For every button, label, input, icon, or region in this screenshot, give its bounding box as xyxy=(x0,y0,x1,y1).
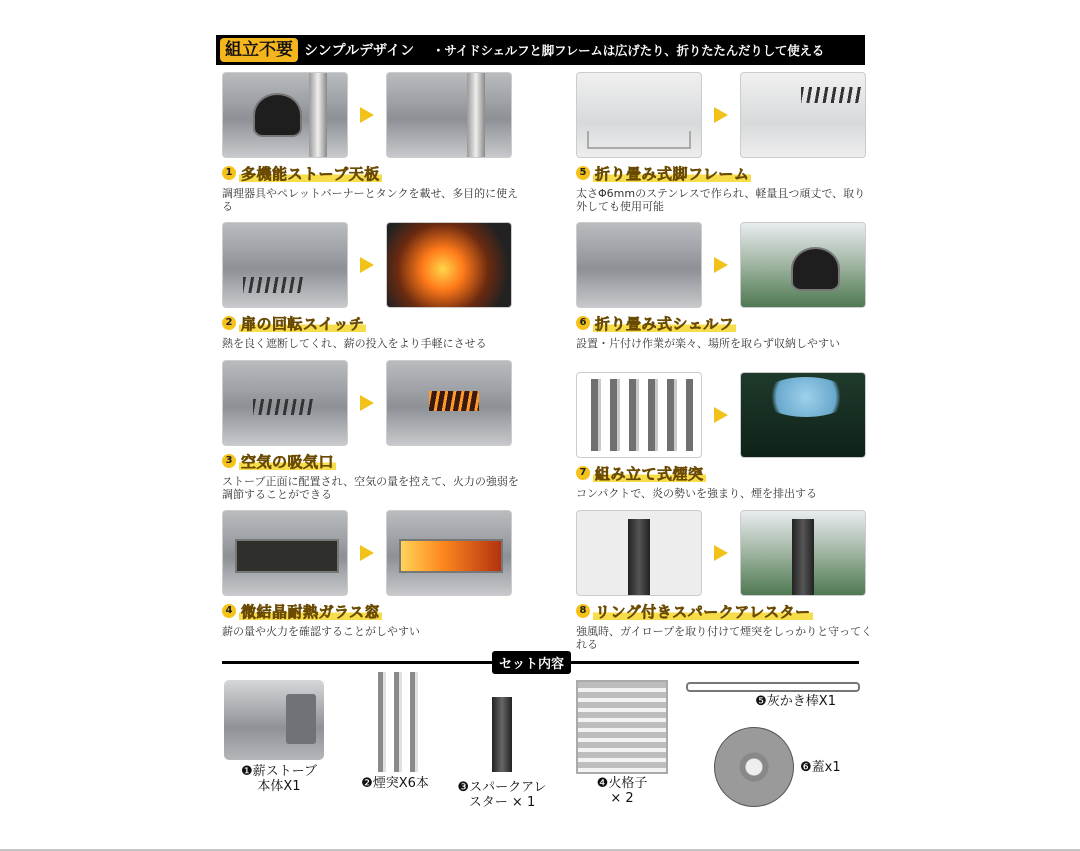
header-banner xyxy=(216,35,865,65)
feature-number-badge: 6 xyxy=(576,316,590,330)
arrow-icon xyxy=(348,395,386,411)
feature-number-badge: 7 xyxy=(576,466,590,480)
feature-description: 太さΦ6mmのステンレスで作られ、軽量且つ頑丈で、取り外しても使用可能 xyxy=(576,187,866,213)
feature-title: 多機能ストーブ天板 xyxy=(241,164,380,183)
feature-title: 微結晶耐熱ガラス窓 xyxy=(241,602,381,621)
set-item-poker xyxy=(686,682,856,709)
feature-title: リング付きスパークアレスター xyxy=(595,602,811,621)
set-item-label: ❸スパークアレ スター × 1 xyxy=(457,780,547,810)
feature-number-badge: 8 xyxy=(576,604,590,618)
feature-title: 組み立て式煙突 xyxy=(595,464,704,483)
feature-description: ストーブ正面に配置され、空気の量を控えて、火力の強弱を調節することができる xyxy=(222,475,519,501)
feature-number-badge: 4 xyxy=(222,604,236,618)
feature-2 xyxy=(222,222,522,350)
set-contents-label: セット内容 xyxy=(492,651,571,674)
spark-arrester-guyrope-image xyxy=(740,510,866,596)
set-item-stove xyxy=(224,680,334,794)
feature-title: 折り畳み式脚フレーム xyxy=(595,164,750,183)
arrow-icon xyxy=(702,257,740,273)
feature-description: 設置・片付け作業が楽々、場所を取らず収納しやすい xyxy=(576,337,840,350)
arrow-icon xyxy=(702,407,740,423)
arrow-icon xyxy=(702,107,740,123)
set-item-chimney xyxy=(350,672,440,791)
stove-top-kettle-image xyxy=(222,72,348,158)
glass-window-fire-image xyxy=(386,510,512,596)
feature-6 xyxy=(576,222,876,350)
feature-number-badge: 3 xyxy=(222,454,236,468)
ash-poker-image xyxy=(686,682,860,692)
air-intake-fire-image xyxy=(386,360,512,446)
stove-body-image xyxy=(224,680,324,760)
lid-image xyxy=(714,727,794,807)
set-item-label: ❷煙突X6本 xyxy=(361,776,429,791)
air-intake-image xyxy=(222,360,348,446)
arrow-icon xyxy=(348,107,386,123)
feature-title: 空気の吸気口 xyxy=(241,452,335,471)
stove-top-burner-image xyxy=(386,72,512,158)
feature-description: 熱を良く遮断してくれ、薪の投入をより手軽にさせる xyxy=(222,337,487,350)
side-shelf-kettle-image xyxy=(740,222,866,308)
arrow-icon xyxy=(702,545,740,561)
feature-title: 折り畳み式シェルフ xyxy=(595,314,735,333)
feature-description: 調理器具やペレットバーナーとタンクを載せ、多目的に使える xyxy=(222,187,519,213)
feature-number-badge: 1 xyxy=(222,166,236,180)
feature-4 xyxy=(222,510,522,638)
set-item-label: ❻蓋x1 xyxy=(800,759,841,775)
set-item-lid xyxy=(714,727,854,807)
door-switch-image xyxy=(222,222,348,308)
leg-frame-folded-image xyxy=(740,72,866,158)
no-assembly-tag: 組立不要 xyxy=(220,38,298,62)
feature-description: 薪の量や火力を確認することがしやすい xyxy=(222,625,420,638)
header-subtitle: シンプルデザイン xyxy=(304,43,415,59)
side-shelf-folded-image xyxy=(576,222,702,308)
glass-window-image xyxy=(222,510,348,596)
fire-grate-image xyxy=(576,680,668,774)
set-item-grate xyxy=(576,680,668,806)
spark-arrester-image xyxy=(492,697,512,772)
feature-3 xyxy=(222,360,522,501)
arrow-icon xyxy=(348,257,386,273)
feature-1 xyxy=(222,72,522,213)
chimney-pipes-image xyxy=(576,372,702,458)
chimney-pipes-image xyxy=(378,672,422,772)
spark-arrester-image xyxy=(576,510,702,596)
feature-title: 扉の回転スイッチ xyxy=(241,314,365,333)
leg-frame-unfolded-image xyxy=(576,72,702,158)
chimney-smoke-image xyxy=(740,372,866,458)
feature-description: 強風時、ガイロープを取り付けて煙突をしっかりと守ってくれる xyxy=(576,625,873,651)
arrow-icon xyxy=(348,545,386,561)
set-item-label: ❶薪ストーブ 本体X1 xyxy=(240,764,317,794)
header-description: ・サイドシェルフと脚フレームは広げたり、折りたたんだりして使える xyxy=(432,43,825,58)
feature-7 xyxy=(576,372,876,500)
feature-number-badge: 5 xyxy=(576,166,590,180)
set-item-label: ❺灰かき棒X1 xyxy=(755,694,836,709)
set-item-spark-arrester xyxy=(452,697,552,810)
feature-number-badge: 2 xyxy=(222,316,236,330)
feature-5 xyxy=(576,72,876,213)
feature-8 xyxy=(576,510,876,651)
feature-description: コンパクトで、炎の勢いを強まり、煙を排出する xyxy=(576,487,818,500)
door-open-fire-image xyxy=(386,222,512,308)
set-item-label: ❹火格子 × 2 xyxy=(596,776,648,806)
